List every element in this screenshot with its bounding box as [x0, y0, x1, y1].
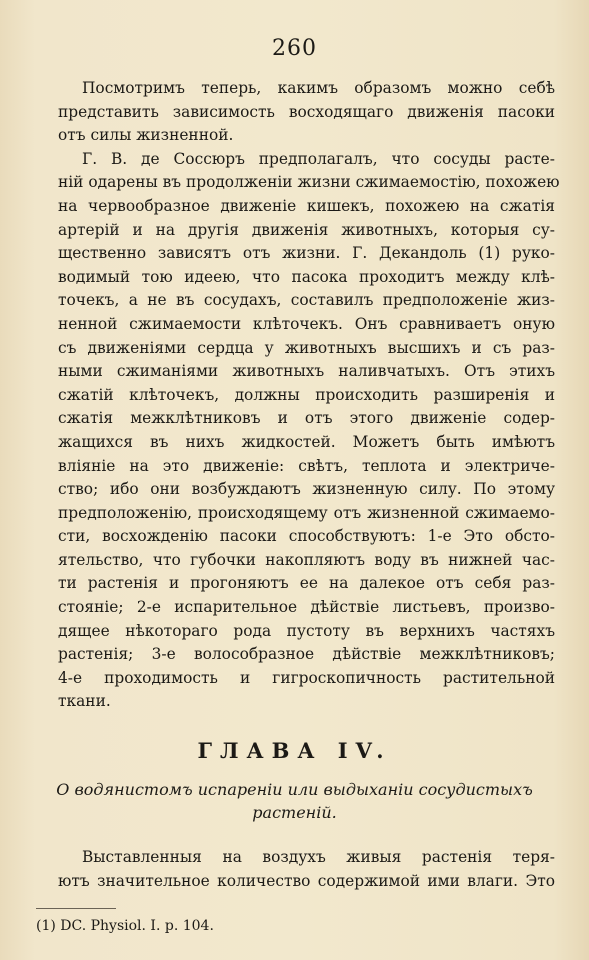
text-line: сти, восхожденію пасоки способствуютъ: 1-е Это обсто- — [58, 527, 555, 546]
text-line: дящее нѣкотораго рода пустоту въ верхнихъ частяхъ — [58, 621, 555, 640]
text-line: 4-е проходимость и гигроскопичность растительной — [58, 668, 555, 687]
text-line: отъ силы жизненной. — [58, 126, 234, 145]
text-line: Г. В. де Соссюръ предполагалъ, что сосуды расте- — [82, 149, 555, 168]
text-line: на червообразное движеніе кишекъ, похожею на сжатія — [58, 196, 555, 215]
text-line: щественно зависятъ отъ жизни. Г. Декандоль (1) руко- — [58, 244, 555, 263]
text-line: ство; ибо они возбуждаютъ жизненную силу. По этому — [58, 480, 555, 499]
text-line: Выставленныя на воздухъ живыя растенія теря- — [82, 848, 555, 866]
chapter-body — [58, 846, 555, 893]
chapter-subtitle: О водянистомъ испареніи или выдыханіи сосудистыхъ растеній. — [56, 780, 533, 822]
text-line: точекъ, а не въ сосудахъ, составилъ предположеніе жиз- — [58, 291, 555, 310]
text-line: сжатія межклѣтниковъ и отъ этого движеніе содер- — [58, 409, 555, 428]
text-line: растенія; 3-е волособразное дѣйствіе межклѣтниковъ; — [58, 645, 555, 664]
chapter-heading: ГЛАВА IV. — [197, 738, 392, 763]
text-line: ній одарены въ продолженіи жизни сжимаемостію, похожею — [58, 173, 560, 192]
text-line: ненной сжимаемости клѣточекъ. Онъ сравниваетъ оную — [58, 314, 555, 333]
footnote-rule — [36, 908, 116, 909]
text-line: съ движеніями сердца у животныхъ высшихъ и съ раз- — [58, 338, 555, 357]
text-line: вліяніе на это движеніе: свѣтъ, теплота и электриче- — [58, 456, 555, 475]
text-line: ти растенія и прогоняютъ ее на далекое отъ себя раз- — [58, 574, 555, 593]
text-line: водимый тою идеею, что пасока проходитъ между клѣ- — [58, 267, 555, 286]
page-number: 260 — [272, 36, 317, 61]
text-line: предположенію, происходящему отъ жизненной сжимаемо- — [58, 503, 555, 522]
text-line: ткани. — [58, 692, 111, 711]
body-text — [58, 77, 560, 714]
text-line: ютъ значительное количество содержимой ими влаги. Это — [58, 871, 555, 890]
text-line: ными сжиманіями животныхъ наливчатыхъ. Отъ этихъ — [58, 362, 555, 381]
text-line: Посмотримъ теперь, какимъ образомъ можно себѣ — [82, 79, 555, 97]
text-line: жащихся въ нихъ жидкостей. Можетъ быть имѣютъ — [58, 432, 555, 451]
text-line: артерій и на другія движенія животныхъ, которыя су- — [58, 220, 555, 239]
text-line: стояніе; 2-е испарительное дѣйствіе листьевъ, произво- — [58, 598, 555, 617]
footnote: (1) DC. Physiol. I. p. 104. — [36, 918, 214, 934]
text-line: сжатій клѣточекъ, должны происходить разширенія и — [58, 385, 555, 404]
text-line: ятельство, что губочки накопляютъ воду въ нижней час- — [58, 550, 555, 569]
text-line: представить зависимость восходящаго движенія пасоки — [58, 102, 555, 121]
